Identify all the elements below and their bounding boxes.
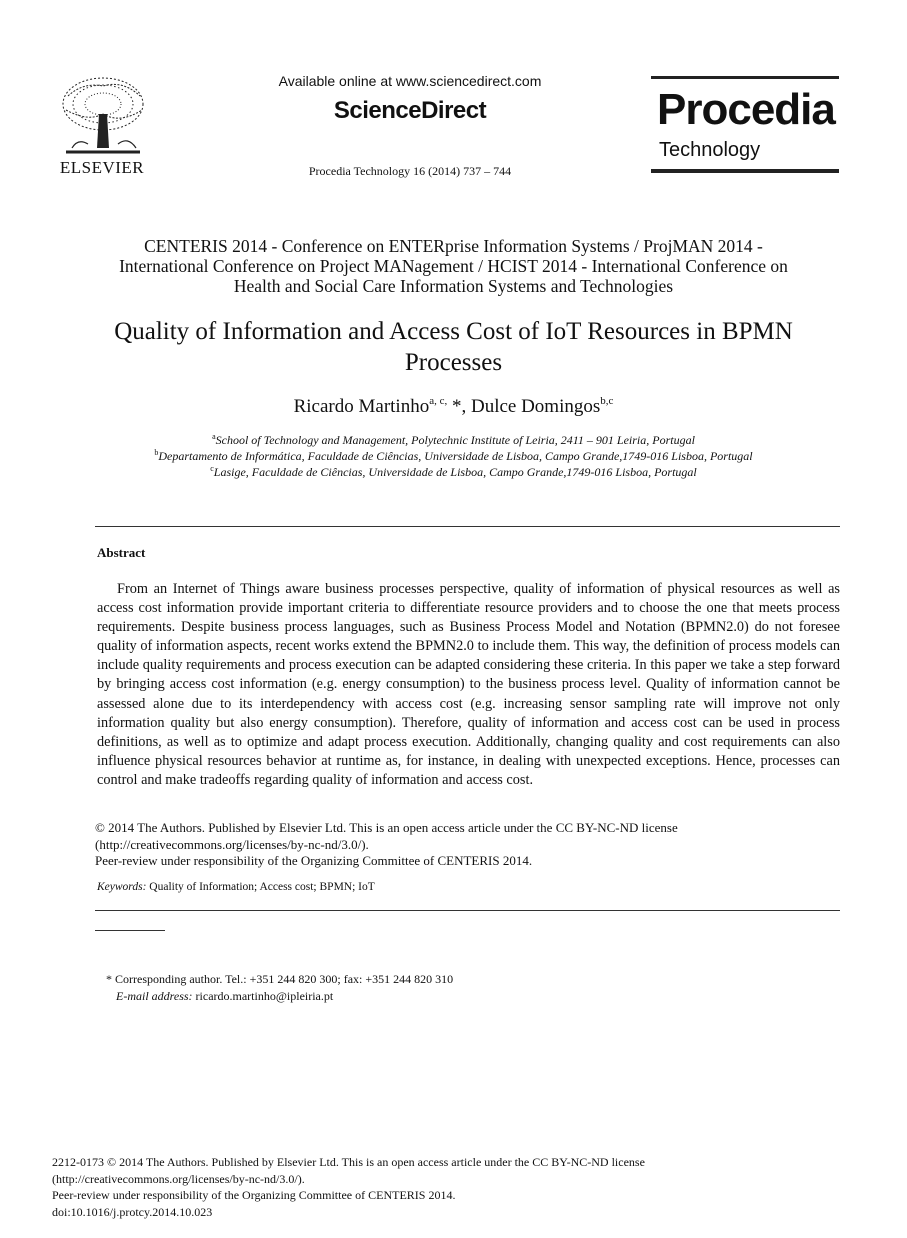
affiliation [60, 464, 847, 480]
journal-logo-subtitle: Technology [659, 139, 761, 161]
keywords [97, 879, 840, 895]
corresponding-author-footnote [106, 971, 806, 1005]
affiliation-list [60, 432, 847, 480]
publication-info [52, 1154, 852, 1220]
sciencedirect-logo: ScienceDirect [333, 97, 487, 124]
affiliation [60, 432, 847, 448]
license-link[interactable]: (http://creativecommons.org/licenses/by-nc-nd/3.0/). [95, 836, 369, 852]
abstract-heading: Abstract [97, 545, 146, 560]
author-affiliation-marker: a, c, [429, 395, 448, 407]
conference-line: CENTERIS 2014 - Conference on ENTERprise Information Systems / ProjMAN 2014 - [144, 236, 763, 256]
author-affiliation-marker: b,c [600, 395, 614, 407]
author-list [60, 395, 847, 419]
affiliation [60, 448, 847, 464]
corresponding-author-contact: * Corresponding author. Tel.: +351 244 820 300; fax: +351 244 820 310 [106, 972, 454, 986]
title-line: Quality of Information and Access Cost of IoT Resources in BPMN [114, 318, 793, 345]
abstract-body: From an Internet of Things aware business processes perspective, quality of information of physical resources as well as access cost information provide important criteria to differentiate resource providers and to choose the one that meets process requirements. Despite business process languages, such as Business Process Model and Notation (BPMN2.0) do not foresee quality of information aspects, recent works extend the BPMN2.0 to include them. This way, the definition of process models can include quality requirements and process execution can be adapted considering these criteria. In this paper we take a step forward by bringing access cost information (e.g. energy consumption) to the business process level. Quality of information cannot be assessed alone due to its interdependency with access cost (e.g. increasing sensor sampling rate will improve not only information quality but also energy consumption). Therefore, quality of information and access cost can be used in process definitions, as well as to optimize and adapt process execution. Additionally, changing quality and cost requirements can also influence physical resources behavior at runtime as, for instance, in dealing with unexpected exceptions. Hence, processes can control and make tradeoffs regarding quality of information and access cost. [97, 581, 840, 788]
divider [95, 526, 840, 527]
peer-review-line: Peer-review under responsibility of the Organizing Committee of CENTERIS 2014. [95, 853, 533, 868]
email-address[interactable]: ricardo.martinho@ipleiria.pt [192, 989, 334, 1003]
logo-top-bar [651, 76, 839, 79]
corresponding-marker: *, [447, 396, 471, 417]
title-line: Processes [404, 349, 503, 376]
peer-review-line: Peer-review under responsibility of the Organizing Committee of CENTERIS 2014. [52, 1188, 456, 1202]
copyright-line: © 2014 The Authors. Published by Elsevier Ltd. This is an open access article under the CC BY-NC-ND license [95, 820, 678, 835]
copyright-notice [95, 820, 840, 870]
logo-bottom-bar [651, 169, 839, 173]
affiliation-text: Lasige, Faculdade de Ciências, Universidade de Lisboa, Campo Grande,1749-016 Lisboa, Portugal [213, 465, 697, 479]
publisher-logo [52, 74, 152, 178]
affiliation-marker: b [154, 448, 159, 457]
affiliation-marker: a [212, 432, 216, 441]
author-name: Dulce Domingos [470, 396, 601, 417]
conference-line: Health and Social Care Information Systems and Technologies [233, 276, 674, 296]
affiliation-text: Departamento de Informática, Faculdade de Ciências, Universidade de Lisboa, Campo Grande,1749-016 Lisboa, Portugal [158, 449, 753, 463]
divider [95, 910, 840, 911]
email-label: E-mail address: [116, 989, 193, 1003]
author-name: Ricardo Martinho [293, 396, 430, 417]
journal-logo [651, 76, 839, 174]
available-online-text: Available online at www.sciencedirect.com [278, 73, 542, 89]
doi-link[interactable]: doi:10.1016/j.protcy.2014.10.023 [52, 1204, 213, 1219]
footnote-divider [95, 930, 165, 931]
publisher-name: ELSEVIER [59, 158, 145, 177]
keywords-text: Quality of Information; Access cost; BPMN; IoT [146, 881, 375, 893]
keywords-label: Keywords: [97, 881, 147, 893]
journal-reference: Procedia Technology 16 (2014) 737 – 744 [308, 164, 512, 178]
paper-title [60, 316, 847, 378]
conference-line: International Conference on Project MANagement / HCIST 2014 - International Conference on [119, 256, 788, 276]
license-link[interactable]: (http://creativecommons.org/licenses/by-nc-nd/3.0/). [52, 1171, 305, 1186]
conference-name [60, 236, 847, 296]
issn-copyright-line: 2212-0173 © 2014 The Authors. Published by Elsevier Ltd. This is an open access article under the CC BY-NC-ND license [52, 1155, 645, 1169]
affiliation-marker: c [210, 464, 214, 473]
elsevier-tree-icon [58, 74, 148, 156]
journal-logo-name: Procedia [657, 85, 835, 134]
affiliation-text: School of Technology and Management, Polytechnic Institute of Leiria, 2411 – 901 Leiria, Portugal [215, 433, 695, 447]
email-line [106, 988, 806, 1005]
